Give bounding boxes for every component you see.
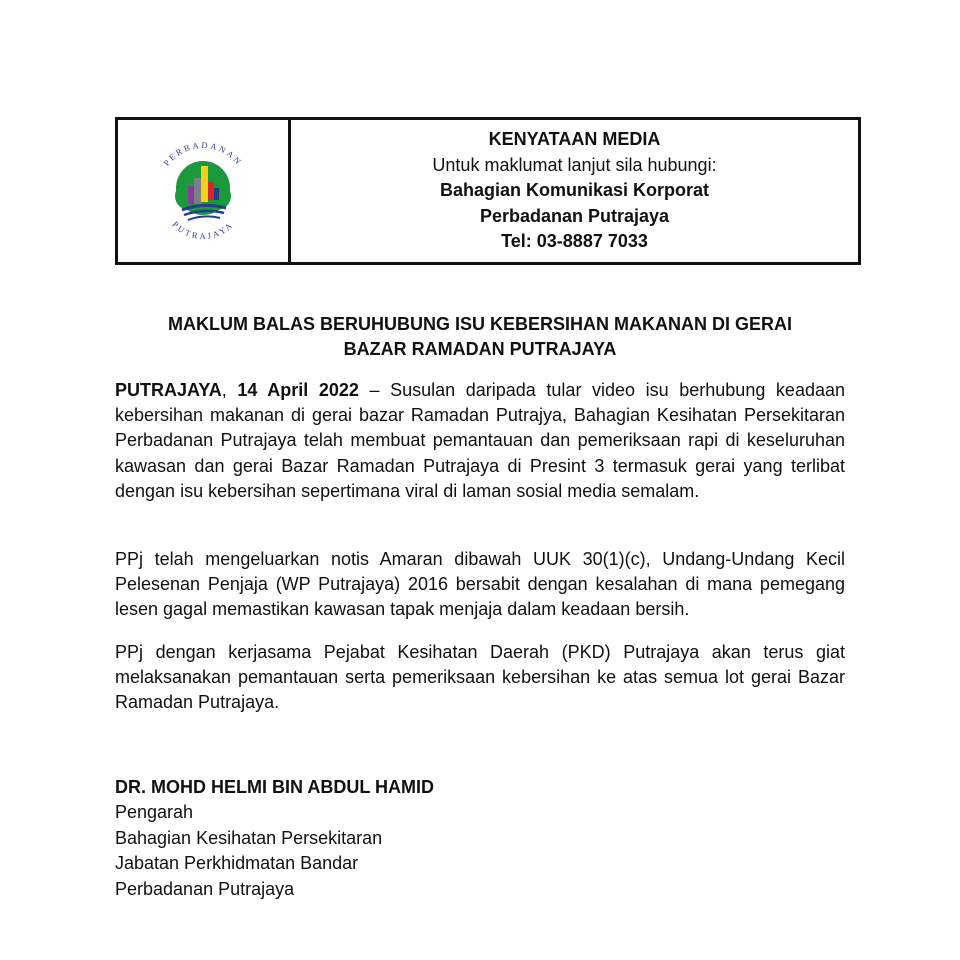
perbadanan-putrajaya-logo-icon: [148, 136, 258, 246]
statement-title: KENYATAAN MEDIA: [488, 129, 661, 150]
logo-arc-bottom: PUTRAJAYA: [170, 219, 236, 242]
dateline-place: PUTRAJAYA: [115, 380, 222, 400]
signatory-organisation: Perbadanan Putrajaya: [115, 878, 295, 899]
paragraph-2: PPj telah mengeluarkan notis Amaran dibawah UUK 30(1)(c), Undang-Undang Kecil Pelesenan Penjaja (WP Putrajaya) 2016 bersabit dengan kesalahan di mana pemegang lesen gagal memastikan kawasan tapak menjaja dalam keadaan bersih.: [115, 549, 845, 620]
contact-organisation: Perbadanan Putrajaya: [479, 205, 670, 226]
dateline-separator: ,: [221, 380, 238, 400]
headline: [115, 312, 845, 362]
signature-block: [115, 775, 434, 902]
logo-cell: [118, 120, 291, 262]
logo-arc-top: PERBADANAN: [161, 139, 245, 168]
dateline-date: 14 April 2022: [237, 380, 359, 400]
signatory-position: Pengarah: [115, 802, 194, 823]
paragraph-1: [115, 378, 845, 504]
contact-info: [291, 120, 858, 262]
contact-subtitle: Untuk maklumat lanjut sila hubungi:: [432, 154, 717, 175]
headline-line-2: BAZAR RAMADAN PUTRAJAYA: [343, 339, 617, 359]
signatory-department: Jabatan Perkhidmatan Bandar: [115, 853, 359, 874]
signatory-name: DR. MOHD HELMI BIN ABDUL HAMID: [115, 777, 434, 797]
contact-department: Bahagian Komunikasi Korporat: [439, 180, 710, 201]
contact-phone: Tel: 03-8887 7033: [501, 231, 648, 252]
signatory-division: Bahagian Kesihatan Persekitaran: [115, 827, 383, 848]
headline-line-1: MAKLUM BALAS BERUHUBUNG ISU KEBERSIHAN MAKANAN DI GERAI: [168, 314, 792, 334]
paragraph-1-text: – Susulan daripada tular video isu berhubung keadaan kebersihan makanan di gerai bazar Ramadan Putrajya, Bahagian Kesihatan Persekitaran Perbadanan Putrajaya telah membuat pemantauan dan pemeriksaan rapi di keseluruhan kawasan dan gerai Bazar Ramadan Putrajaya di Presint 3 termasuk gerai yang terlibat dengan isu kebersihan sepertimana viral di laman sosial media semalam.: [115, 380, 845, 501]
svg-text:PUTRAJAYA: [170, 219, 235, 241]
paragraph-3: PPj dengan kerjasama Pejabat Kesihatan Daerah (PKD) Putrajaya akan terus giat melaksanakan pemantauan serta pemeriksaan kebersihan ke atas semua lot gerai Bazar Ramadan Putrajaya.: [115, 642, 845, 713]
media-statement-header: [115, 117, 861, 265]
